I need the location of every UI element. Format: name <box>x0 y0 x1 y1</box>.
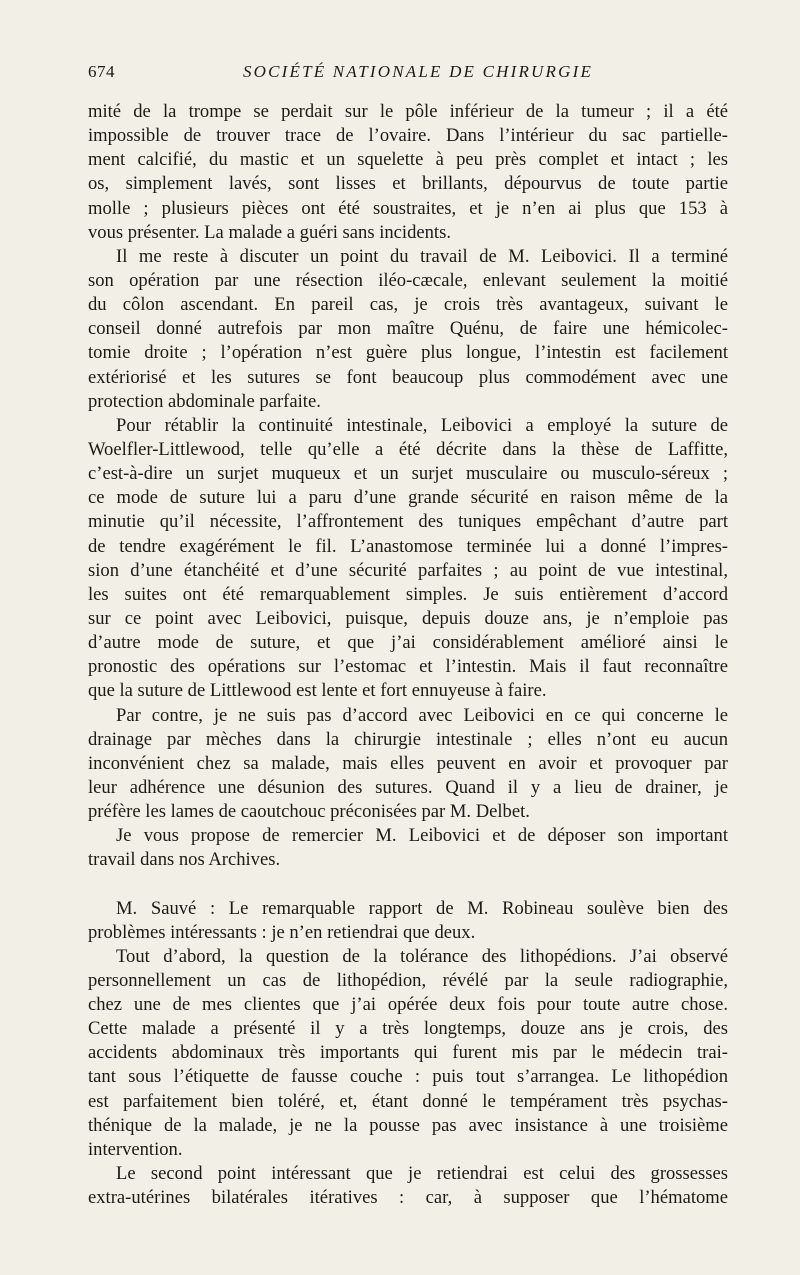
paragraph <box>88 100 728 245</box>
text-line: tant sous l’étiquette de fausse couche : puis tout s’arrangea. Le lithopédion <box>88 1066 728 1088</box>
paragraph <box>88 945 728 1162</box>
text-line: préfère les lames de caoutchouc préconisées par M. Delbet. <box>88 801 530 823</box>
text-line: extra-utérines bilatérales itératives : car, à supposer que l’hématome <box>88 1187 728 1209</box>
text-line: M. Sauvé : Le remarquable rapport de M. Robineau soulève bien des <box>116 897 728 919</box>
text-line: ment calcifié, du mastic et un squelette à peu près complet et intact ; les <box>88 149 728 171</box>
text-line: sion d’une étanchéité et d’une sécurité parfaites ; au point de vue intestinal, <box>88 559 728 581</box>
text-line: Woelfler-Littlewood, telle qu’elle a été décrite dans la thèse de Laffitte, <box>88 438 728 460</box>
text-line: problèmes intéressants : je n’en retiendrai que deux. <box>88 921 476 943</box>
text-line: personnellement un cas de lithopédion, révélé par la seule radiographie, <box>88 969 728 991</box>
text-line: drainage par mèches dans la chirurgie intestinale ; elles n’ont eu aucun <box>88 728 728 750</box>
text-line: les suites ont été remarquablement simples. Je suis entièrement d’accord <box>88 583 728 605</box>
text-line: vous présenter. La malade a guéri sans incidents. <box>88 221 451 243</box>
body-text <box>88 100 728 1210</box>
text-line: c’est-à-dire un surjet muqueux et un surjet musculaire ou musculo-séreux ; <box>88 463 728 485</box>
page-number: 674 <box>88 62 115 81</box>
text-line: Tout d’abord, la question de la tolérance des lithopédions. J’ai observé <box>116 945 728 967</box>
text-line: ce mode de suture lui a paru d’une grande sécurité en raison même de la <box>88 487 728 509</box>
text-line: minutie qu’il nécessite, l’affrontement des tuniques empêchant d’autre part <box>88 511 728 533</box>
text-line: chez une de mes clientes que j’ai opérée deux fois pour toute autre chose. <box>88 994 728 1016</box>
text-line: inconvénient chez sa malade, mais elles peuvent en avoir et provoquer par <box>88 752 728 774</box>
paragraph <box>88 824 728 872</box>
text-line: tomie droite ; l’opération n’est guère plus longue, l’intestin est facilement <box>88 342 728 364</box>
text-line: Le second point intéressant que je retiendrai est celui des grossesses <box>116 1163 728 1185</box>
text-line: son opération par une résection iléo-cæcale, enlevant seulement la moitié <box>88 269 728 291</box>
paragraph <box>88 704 728 825</box>
text-line: conseil donné autrefois par mon maître Quénu, de faire une hémicolec- <box>88 318 728 340</box>
text-line: de tendre exagérément le fil. L’anastomose terminée lui a donné l’impres- <box>88 535 728 557</box>
text-line: Pour rétablir la continuité intestinale, Leibovici a employé la suture de <box>116 414 728 436</box>
text-line: d’autre mode de suture, et que j’ai considérablement amélioré ainsi le <box>88 632 728 654</box>
text-line: molle ; plusieurs pièces ont été soustraites, et je n’en ai plus que 153 à <box>88 197 728 219</box>
paragraph <box>88 414 728 704</box>
text-line: protection abdominale parfaite. <box>88 390 321 412</box>
text-line: Cette malade a présenté il y a très longtemps, douze ans je crois, des <box>88 1018 728 1040</box>
text-line: pronostic des opérations sur l’estomac et l’intestin. Mais il faut reconnaître <box>88 656 728 678</box>
paragraph <box>88 245 728 414</box>
text-line: Par contre, je ne suis pas d’accord avec Leibovici en ce qui concerne le <box>116 704 728 726</box>
page-header <box>88 62 728 86</box>
text-line: du côlon ascendant. En pareil cas, je crois très avantageux, suivant le <box>88 294 728 316</box>
paragraph-gap <box>88 873 728 897</box>
text-line: extériorisé et les sutures se font beaucoup plus commodément avec une <box>88 366 728 388</box>
text-line: accidents abdominaux très importants qui furent mis par le médecin trai- <box>88 1042 728 1064</box>
running-title: SOCIÉTÉ NATIONALE DE CHIRURGIE <box>242 62 594 81</box>
text-line: Je vous propose de remercier M. Leibovici et de déposer son important <box>116 825 728 847</box>
text-line: os, simplement lavés, sont lisses et brillants, dépourvus de toute partie <box>88 173 728 195</box>
paragraph <box>88 1162 728 1210</box>
text-line: est parfaitement bien toléré, et, étant donné le tempérament très psychas- <box>88 1090 728 1112</box>
text-line: thénique de la malade, je ne la pousse pas avec insistance à une troisième <box>88 1114 728 1136</box>
text-line: intervention. <box>88 1138 183 1160</box>
text-line: sur ce point avec Leibovici, puisque, depuis douze ans, je n’emploie pas <box>88 607 728 629</box>
text-line: leur adhérence une désunion des sutures. Quand il y a lieu de drainer, je <box>88 776 728 798</box>
text-line: impossible de trouver trace de l’ovaire. Dans l’intérieur du sac partielle- <box>88 125 728 147</box>
text-line: Il me reste à discuter un point du travail de M. Leibovici. Il a terminé <box>116 245 728 267</box>
text-line: travail dans nos Archives. <box>88 849 281 871</box>
text-line: mité de la trompe se perdait sur le pôle inférieur de la tumeur ; il a été <box>88 101 728 122</box>
text-line: que la suture de Littlewood est lente et fort ennuyeuse à faire. <box>88 680 547 702</box>
paragraph <box>88 897 728 945</box>
